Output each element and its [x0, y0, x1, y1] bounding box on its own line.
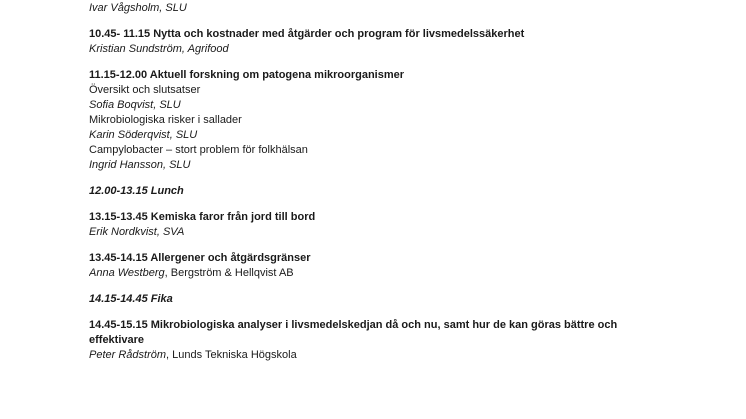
spacer [89, 281, 659, 292]
session-speaker-4 [89, 266, 659, 281]
subtalk-speaker-1: Sofia Boqvist, SLU [89, 99, 181, 111]
fika-break: 14.15-14.45 Fika [89, 293, 173, 305]
spacer [89, 57, 659, 68]
lunch-break: 12.00-13.15 Lunch [89, 185, 184, 197]
program-schedule [89, 1, 659, 363]
session-title-2: 11.15-12.00 Aktuell forskning om patogena mikroorganismer [89, 69, 405, 81]
session-title-5-line-2: effektivare [89, 334, 145, 346]
spacer [89, 16, 659, 27]
subtalk-speaker-3: Ingrid Hansson, SLU [89, 159, 191, 171]
speaker-name: Anna Westberg [89, 267, 165, 279]
session-title-1: 10.45- 11.15 Nytta och kostnader med åtgärder och program för livsmedelssäkerhet [89, 28, 525, 40]
spacer [89, 307, 659, 318]
speaker-name: Peter Rådström [89, 349, 167, 361]
subtalk-title-3: Campylobacter – stort problem för folkhälsan [89, 144, 308, 156]
spacer [89, 199, 659, 210]
session-title-3: 13.15-13.45 Kemiska faror från jord till bord [89, 211, 316, 223]
subtalk-title-1: Översikt och slutsatser [89, 84, 201, 96]
speaker-top: Ivar Vågsholm, SLU [89, 2, 187, 14]
speaker-organization: , Lunds Tekniska Högskola [166, 349, 297, 361]
session-speaker-3: Erik Nordkvist, SVA [89, 226, 185, 238]
subtalk-title-2: Mikrobiologiska risker i sallader [89, 114, 242, 126]
spacer [89, 173, 659, 184]
speaker-organization: , Bergström & Hellqvist AB [164, 267, 294, 279]
subtalk-speaker-2: Karin Söderqvist, SLU [89, 129, 198, 141]
session-speaker-5 [89, 348, 659, 363]
spacer [89, 240, 659, 251]
session-title-4: 13.45-14.15 Allergener och åtgärdsgränser [89, 252, 311, 264]
session-speaker-1: Kristian Sundström, Agrifood [89, 43, 229, 55]
session-title-5-line-1: 14.45-15.15 Mikrobiologiska analyser i livsmedelskedjan då och nu, samt hur de kan göras bättre och [89, 319, 618, 331]
